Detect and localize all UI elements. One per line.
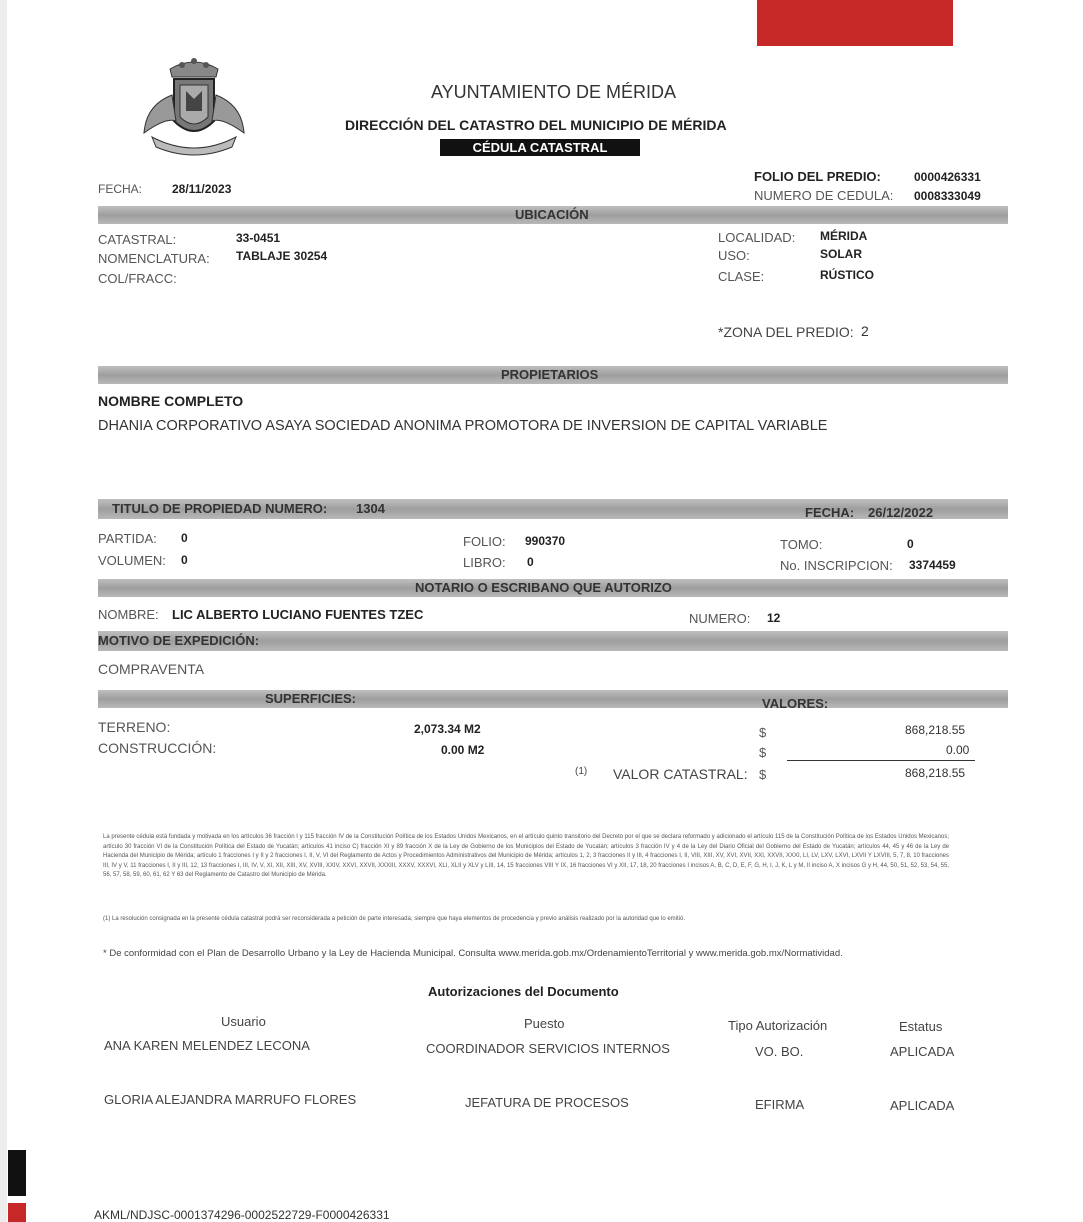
row1-estatus: APLICADA [890, 1044, 955, 1059]
numero-cedula-value: 0008333049 [914, 189, 981, 203]
zona-predio-label: *ZONA DEL PREDIO: [718, 324, 854, 340]
uso-label: USO: [718, 248, 750, 263]
partida-label: PARTIDA: [98, 531, 157, 546]
valor-catastral-label: VALOR CATASTRAL: [613, 766, 748, 782]
header-estatus: Estatus [899, 1019, 943, 1034]
partida-value: 0 [181, 531, 188, 545]
document-title: AYUNTAMIENTO DE MÉRIDA [431, 82, 677, 102]
titulo-numero: 1304 [356, 501, 385, 516]
uso-value: SOLAR [820, 247, 862, 261]
localidad-label: LOCALIDAD: [718, 230, 796, 245]
notario-numero-label: NUMERO: [689, 611, 751, 626]
propietarios-title: PROPIETARIOS [501, 367, 599, 382]
legal-paragraph-1: La presente cédula está fundada y motivada en los artículos 36 fracción I y 115 fracción IV de la Constitución Política de los Estados Unidos Mexicanos, en el artículo quinto transitorio del Decreto por el que se declara reformado y adicionado el artículo 115 de la Constitución Política de los Estados Unidos Mexicanos; artículo 30 fracción VI de la Constitución Política del Estado de Yucatán; artículos 41 inciso C) fracción XI y 89 fracción X de la Ley de Gobierno de los Municipios del Estado de Yucatán; artículos 3 fracción IV y 4 de la Ley del Diario Oficial del Gobierno del Estado de Yucatán; artículos 44, 45 y 46 de la Ley de Hacienda del Municipio de Mérida; artículo 1 fracciones I y II y 2 fracciones I, II, V, VI del Reglamento de Actos y Procedimientos Administrativos del Municipio de Mérida; artículos 1, 2, 3 fracciones II y III, 4 fracciones I, II, VIII, XIII, XV, XVI, XVII, XXI, XXVII, XXXI, LI, LV, LXV, LXVI, LXVII Y LXVIII, 5, 7, 8, 10 fracciones III, IV y V, 11 fracciones I, II y III, 12, 13 fracciones I, III, IV, V, XI, XII, XIII, XV, XVIII, XXIV, XXVI, XXVII, XXXIII, XXXV, XXXVI, XLI, XLII y XLV y LIII, 14, 15 fracciones VIII Y IX, 16 fracciones VI y XII, 17, 18, 20 fracciones I incisos A, B, C, D, E, F, G, H, I, J, K, L y M, II inciso A, X incisos G y H, 44, 50, 51, 52, 53, 54, 55, 56, 57, 58, 59, 60, 61, 62 Y 63 del Reglamento de Catastro del Municipio de Mérida. [103, 834, 949, 878]
nombre-completo-label: NOMBRE COMPLETO [98, 393, 244, 409]
propietario-nombre: DHANIA CORPORATIVO ASAYA SOCIEDAD ANONIMA PROMOTORA DE INVERSION DE CAPITAL VARIABLE [98, 418, 828, 434]
nomenclatura-value: TABLAJE 30254 [236, 249, 328, 263]
libro-value: 0 [527, 555, 534, 569]
merida-coat-of-arms-logo [136, 55, 252, 160]
motivo-title: MOTIVO DE EXPEDICIÓN: [98, 633, 260, 648]
titulo-fecha-value: 26/12/2022 [868, 505, 934, 520]
scan-mark-black [8, 1150, 26, 1196]
valores-title: VALORES: [762, 696, 829, 711]
folio-value: 990370 [525, 534, 566, 548]
document-subtitle: DIRECCIÓN DEL CATASTRO DEL MUNICIPIO DE MÉRIDA [345, 117, 727, 133]
row2-tipo: EFIRMA [755, 1097, 805, 1112]
legal-paragraph-3: * De conformidad con el Plan de Desarrollo Urbano y la Ley de Hacienda Municipal. Consulta www.merida.gob.mx/OrdenamientoTerritorial y www.merida.gob.mx/Normatividad. [103, 948, 843, 959]
ubicacion-title: UBICACIÓN [515, 207, 589, 222]
notario-title: NOTARIO O ESCRIBANO QUE AUTORIZO [415, 580, 672, 595]
cedula-badge: CÉDULA CATASTRAL [440, 139, 640, 156]
row2-puesto: JEFATURA DE PROCESOS [465, 1095, 629, 1110]
motivo-value: COMPRAVENTA [98, 661, 205, 677]
titulo-label: TITULO DE PROPIEDAD NUMERO: [112, 501, 328, 516]
terreno-label: TERRENO: [98, 719, 171, 735]
scan-edge [0, 0, 7, 1222]
inscripcion-label: No. INSCRIPCION: [780, 558, 893, 573]
nomenclatura-label: NOMENCLATURA: [98, 251, 210, 266]
nota-1: (1) [575, 766, 588, 777]
row2-estatus: APLICADA [890, 1098, 955, 1113]
localidad-value: MÉRIDA [820, 229, 868, 243]
superficies-bar [98, 690, 1008, 708]
folio-predio-label: FOLIO DEL PREDIO: [754, 169, 881, 184]
volumen-label: VOLUMEN: [98, 553, 166, 568]
folio-label: FOLIO: [463, 534, 506, 549]
zona-predio-value: 2 [861, 323, 869, 339]
valor-terreno: 868,218.55 [905, 723, 966, 737]
valor-construccion: 0.00 [946, 743, 970, 757]
construccion-label: CONSTRUCCIÓN: [98, 740, 217, 756]
folio-predio-value: 0000426331 [914, 170, 981, 184]
row2-usuario: GLORIA ALEJANDRA MARRUFO FLORES [104, 1092, 357, 1107]
autorizaciones-title: Autorizaciones del Documento [428, 984, 619, 999]
notario-numero-value: 12 [767, 611, 781, 625]
libro-label: LIBRO: [463, 555, 506, 570]
terreno-value: 2,073.34 M2 [414, 722, 481, 736]
currency-catastral: $ [759, 767, 767, 782]
row1-usuario: ANA KAREN MELENDEZ LECONA [104, 1038, 310, 1053]
row1-tipo: VO. BO. [755, 1044, 804, 1059]
catastral-value: 33-0451 [236, 231, 281, 245]
scan-mark-red [8, 1203, 26, 1222]
header-puesto: Puesto [524, 1016, 565, 1031]
notario-nombre-value: LIC ALBERTO LUCIANO FUENTES TZEC [172, 607, 424, 622]
colfracc-label: COL/FRACC: [98, 271, 177, 286]
valor-catastral-value: 868,218.55 [905, 766, 966, 780]
titulo-fecha-label: FECHA: [805, 505, 855, 520]
inscripcion-value: 3374459 [909, 558, 956, 572]
row1-puesto: COORDINADOR SERVICIOS INTERNOS [426, 1041, 670, 1056]
fecha-label: FECHA: [98, 182, 143, 196]
currency-construccion: $ [759, 745, 767, 760]
notario-nombre-label: NOMBRE: [98, 607, 159, 622]
header-tipo: Tipo Autorización [728, 1018, 828, 1033]
numero-cedula-label: NUMERO DE CEDULA: [754, 188, 894, 203]
volumen-value: 0 [181, 553, 188, 567]
sum-rule [787, 760, 975, 761]
currency-terreno: $ [759, 725, 767, 740]
tomo-value: 0 [907, 537, 914, 551]
legal-paragraph-2: (1) La resolución consignada en la presente cédula catastral podrá ser reconsiderada a petición de parte interesada, siempre que haya elementos de procedencia y previo análisis realizado por la autoridad que lo emitió. [103, 916, 686, 922]
construccion-value: 0.00 M2 [441, 743, 485, 757]
clase-label: CLASE: [718, 269, 765, 284]
red-accent-block [757, 0, 953, 46]
tomo-label: TOMO: [780, 537, 823, 552]
document-code: AKML/NDJSC-0001374296-0002522729-F0000426331 [94, 1208, 390, 1222]
fecha-value: 28/11/2023 [172, 182, 232, 196]
superficies-title: SUPERFICIES: [265, 691, 357, 706]
header-usuario: Usuario [221, 1014, 266, 1029]
catastral-label: CATASTRAL: [98, 232, 177, 247]
clase-value: RÚSTICO [820, 268, 874, 282]
